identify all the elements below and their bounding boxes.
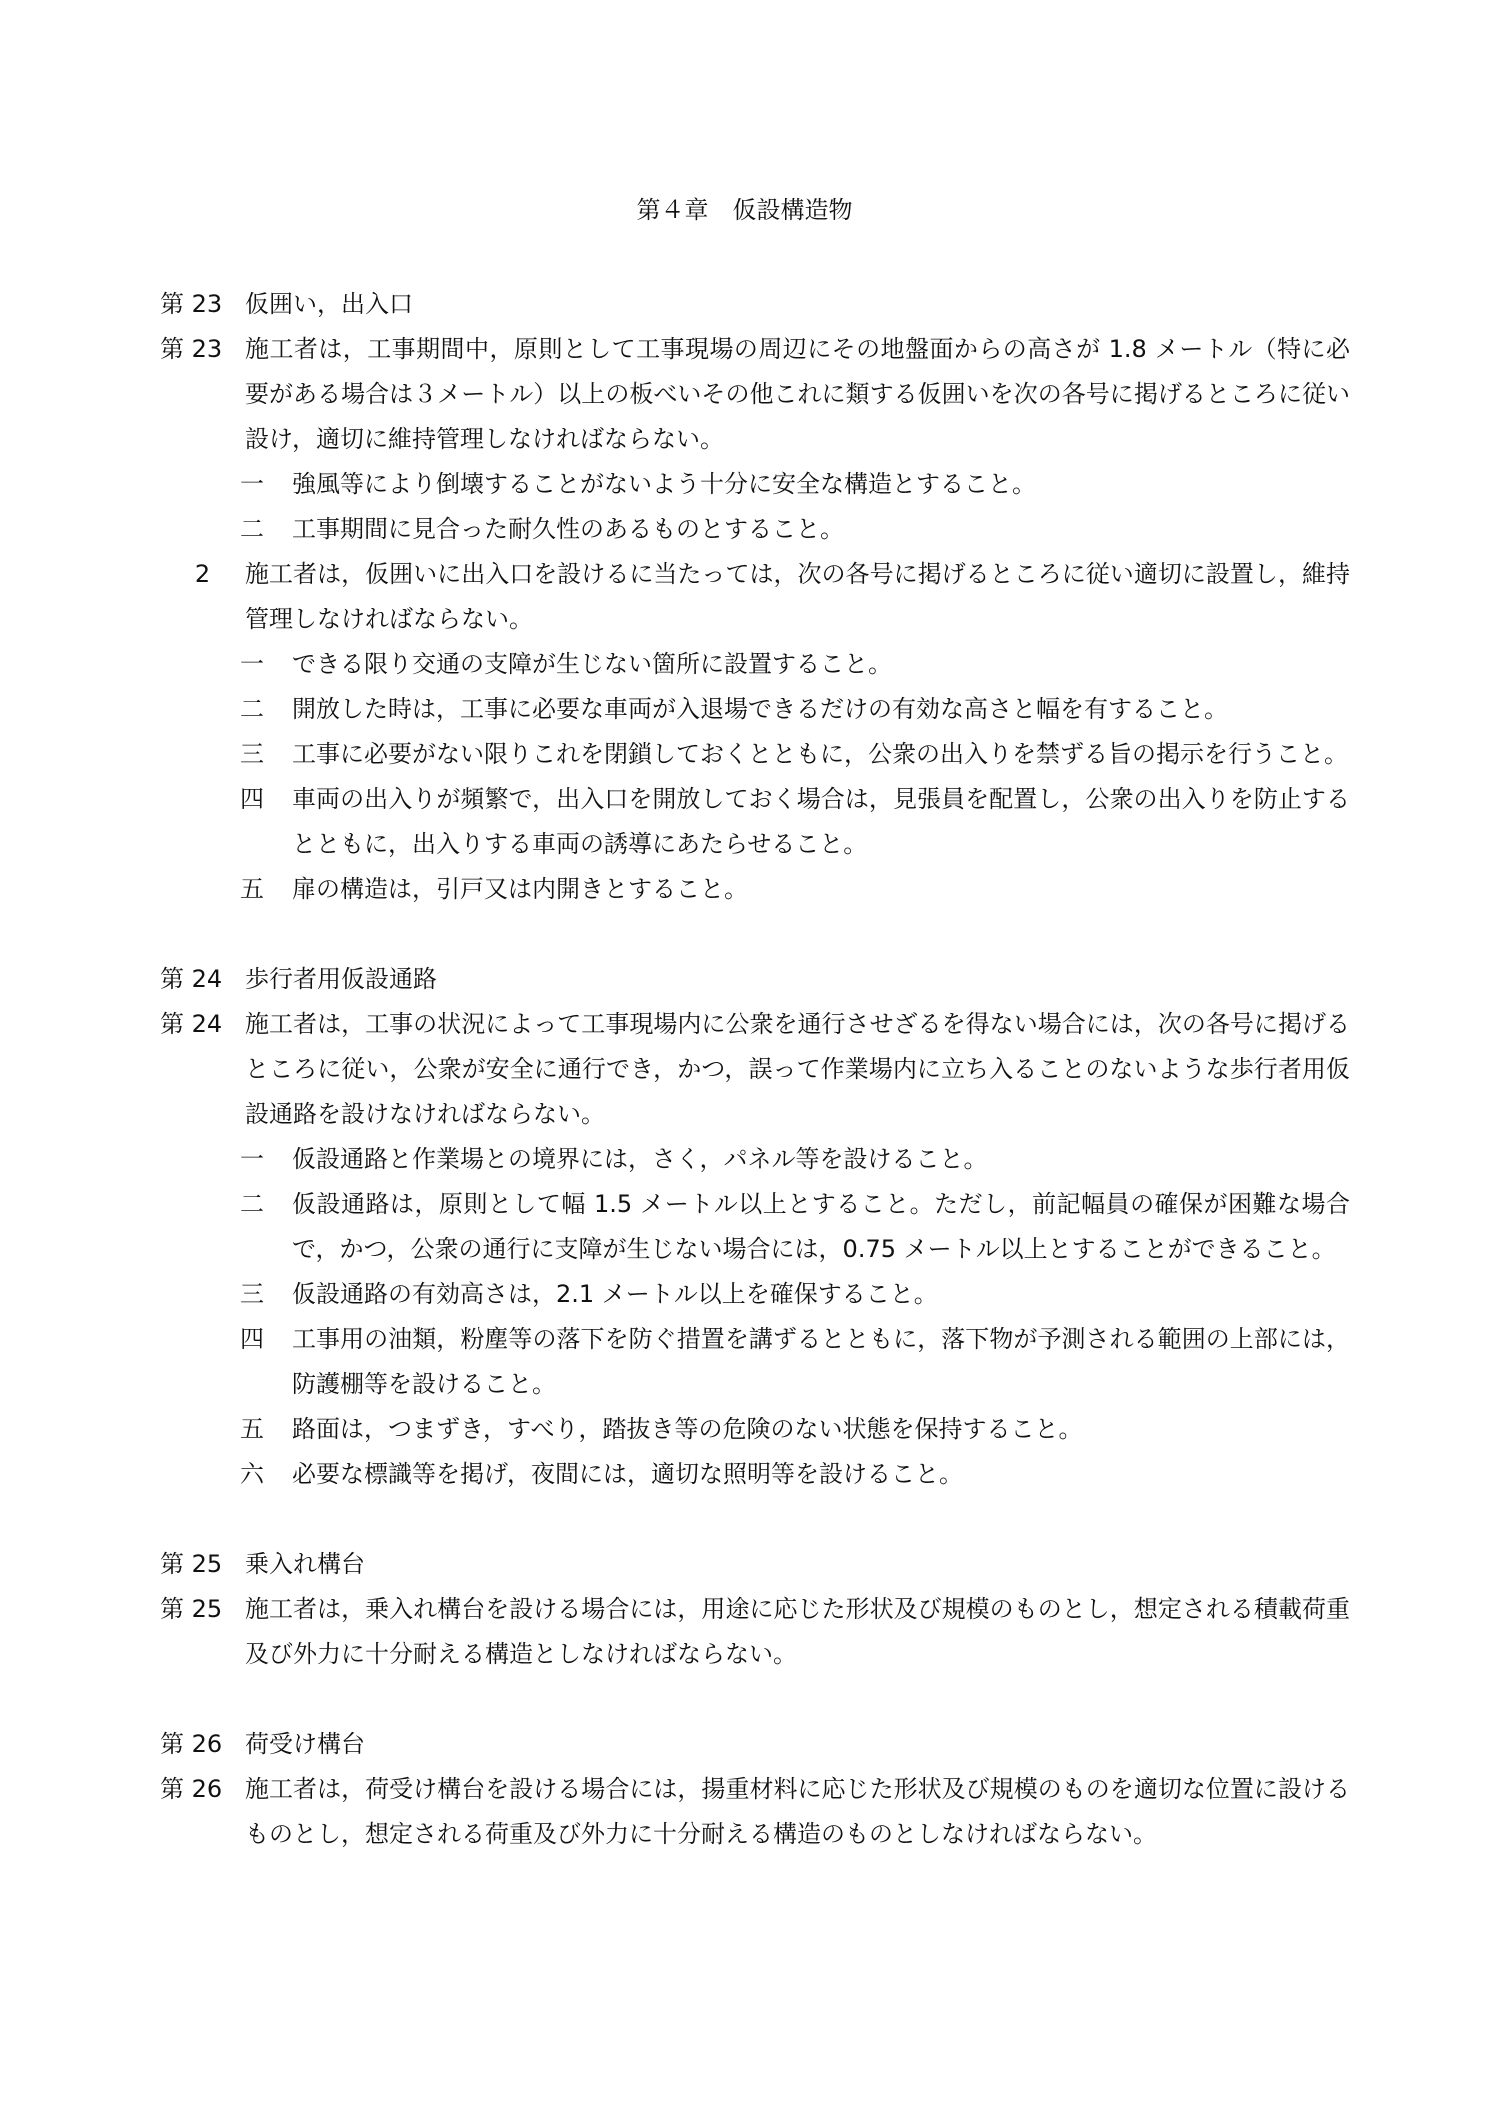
article-26-heading [160,1722,1350,1767]
document-body [160,282,1350,1857]
article-heading-number: 第 26 [160,1730,223,1758]
list-item [160,732,1350,777]
item-number: 三 [240,740,264,768]
article-heading-number: 第 24 [160,965,223,993]
article-heading-text: 乗入れ構台 [245,1550,365,1578]
list-item [160,462,1350,507]
article-25-heading [160,1542,1350,1587]
article-number: 第 23 [160,335,223,363]
article-heading-text: 荷受け構台 [245,1730,365,1758]
item-number: 二 [240,695,264,723]
article-23-paragraph-2 [160,552,1350,642]
item-text: 工事期間に見合った耐久性のあるものとすること。 [292,515,844,543]
section-spacer [160,1497,1350,1542]
section-spacer [160,912,1350,957]
article-24-main [160,1002,1350,1137]
article-25-main [160,1587,1350,1677]
item-number: 四 [240,785,264,813]
article-number: 第 26 [160,1775,223,1803]
list-item [160,867,1350,912]
list-item [160,1407,1350,1452]
article-23-heading [160,282,1350,327]
paragraph-number: 2 [194,560,211,588]
item-text: 扉の構造は，引戸又は内開きとすること。 [292,875,748,903]
item-text: 必要な標識等を掲げ，夜間には，適切な照明等を設けること。 [292,1460,964,1488]
item-number: 一 [240,1145,264,1173]
list-item [160,687,1350,732]
article-number: 第 24 [160,1010,223,1038]
list-item [160,1317,1350,1407]
article-text: 施工者は，乗入れ構台を設ける場合には，用途に応じた形状及び規模のものとし，想定される積載荷重及び外力に十分耐える構造としなければならない。 [245,1595,1350,1668]
list-item [160,642,1350,687]
item-text: 開放した時は，工事に必要な車両が入退場できるだけの有効な高さと幅を有すること。 [292,695,1228,723]
article-text: 施工者は，工事の状況によって工事現場内に公衆を通行させざるを得ない場合には，次の各号に掲げるところに従い，公衆が安全に通行でき，かつ，誤って作業場内に立ち入ることのないような歩行者用仮設通路を設けなければならない。 [245,1010,1350,1128]
list-item [160,1452,1350,1497]
article-number: 第 25 [160,1595,223,1623]
list-item [160,1182,1350,1272]
item-number: 六 [240,1460,264,1488]
article-text: 施工者は，工事期間中，原則として工事現場の周辺にその地盤面からの高さが 1.8 メートル（特に必要がある場合は３メートル）以上の板べいその他これに類する仮囲いを次の各号に掲げるところに従い設け，適切に維持管理しなければならない。 [245,335,1350,453]
item-text: 仮設通路は，原則として幅 1.5 メートル以上とすること。ただし，前記幅員の確保が困難な場合で，かつ，公衆の通行に支障が生じない場合には，0.75 メートル以上とすることができること。 [292,1190,1350,1263]
list-item [160,1272,1350,1317]
item-number: 二 [240,1190,264,1218]
item-number: 五 [240,875,264,903]
article-23-main [160,327,1350,462]
item-text: 強風等により倒壊することがないよう十分に安全な構造とすること。 [292,470,1036,498]
article-24-heading [160,957,1350,1002]
list-item [160,1137,1350,1182]
article-heading-text: 歩行者用仮設通路 [245,965,437,993]
item-number: 一 [240,470,264,498]
paragraph-text: 施工者は，仮囲いに出入口を設けるに当たっては，次の各号に掲げるところに従い適切に設置し，維持管理しなければならない。 [245,560,1350,633]
item-text: 工事に必要がない限りこれを閉鎖しておくとともに，公衆の出入りを禁ずる旨の掲示を行うこと。 [292,740,1348,768]
item-number: 四 [240,1325,264,1353]
section-spacer [160,1677,1350,1722]
item-text: 工事用の油類，粉塵等の落下を防ぐ措置を講ずるとともに，落下物が予測される範囲の上部には，防護棚等を設けること。 [292,1325,1350,1398]
item-text: 路面は，つまずき，すべり，踏抜き等の危険のない状態を保持すること。 [292,1415,1083,1443]
article-heading-number: 第 25 [160,1550,223,1578]
item-text: 仮設通路の有効高さは，2.1 メートル以上を確保すること。 [292,1280,938,1308]
article-26-main [160,1767,1350,1857]
item-text: 車両の出入りが頻繁で，出入口を開放しておく場合は，見張員を配置し，公衆の出入りを防止するとともに，出入りする車両の誘導にあたらせること。 [292,785,1350,858]
article-heading-text: 仮囲い，出入口 [245,290,413,318]
item-number: 五 [240,1415,264,1443]
list-item [160,777,1350,867]
item-text: できる限り交通の支障が生じない箇所に設置すること。 [292,650,892,678]
list-item [160,507,1350,552]
chapter-title: 第４章 仮設構造物 [636,196,853,224]
item-number: 二 [240,515,264,543]
article-heading-number: 第 23 [160,290,223,318]
item-text: 仮設通路と作業場との境界には，さく，パネル等を設けること。 [292,1145,988,1173]
item-number: 三 [240,1280,264,1308]
item-number: 一 [240,650,264,678]
article-text: 施工者は，荷受け構台を設ける場合には，揚重材料に応じた形状及び規模のものを適切な位置に設けるものとし，想定される荷重及び外力に十分耐える構造のものとしなければならない。 [245,1775,1350,1848]
